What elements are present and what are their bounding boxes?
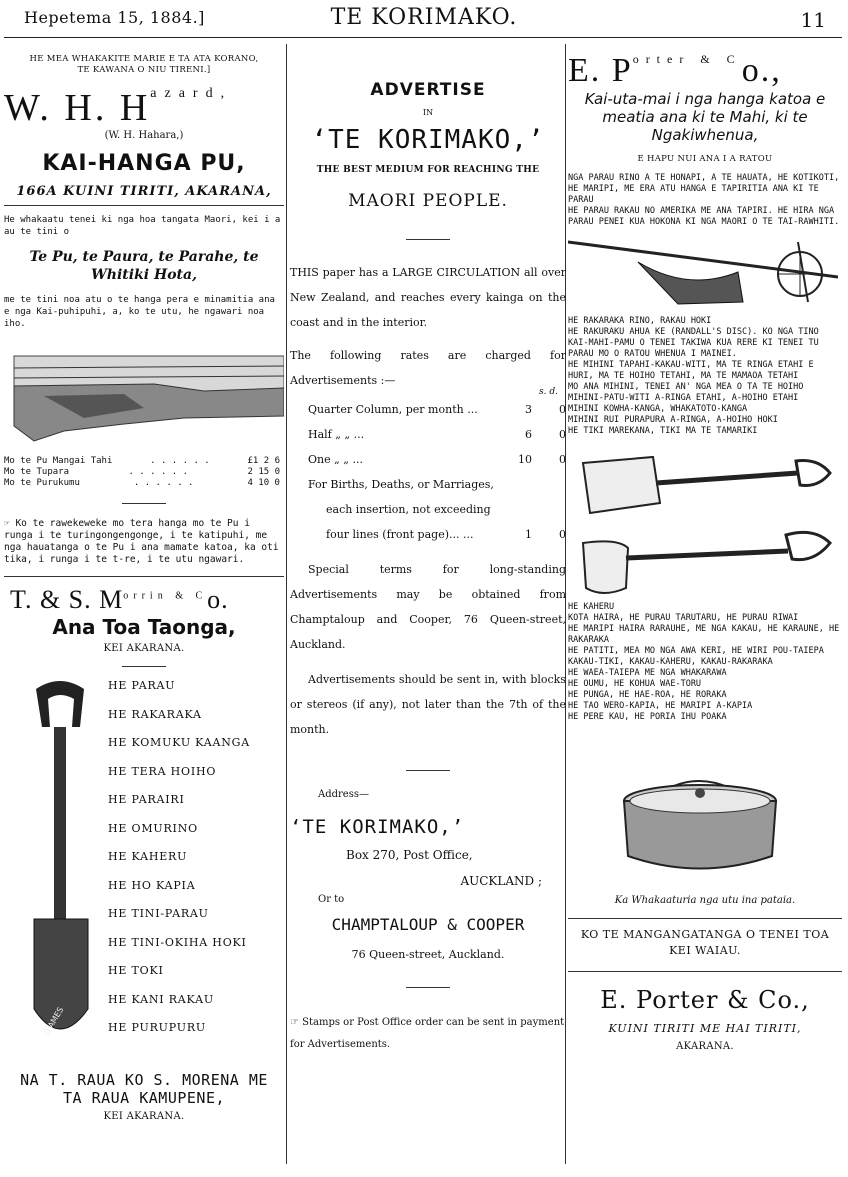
circulation-text: THIS paper has a LARGE CIRCULATION all over New Zealand, and reaches every kainga on the coast and in the interior. [290, 266, 566, 329]
list-item: HE PATITI, MEA MO NGA AWA KERI, HE WIRI POU-TAIEPA [568, 646, 824, 656]
desc-text: me te tini noa atu o te hanga pera e minamitia ana e nga Kai-puhipuhi, a, ko te utu, he ngawari noa iho. [4, 295, 275, 329]
or-to: Or to [318, 894, 345, 905]
paper-name: ‘TE KORIMAKO,’ [311, 125, 545, 155]
cooking-pot-illustration [568, 731, 838, 891]
list-item: HE KAHERU [108, 850, 188, 863]
best-medium: THE BEST MEDIUM FOR REACHING THE [316, 165, 540, 175]
porter-footer-city: AKARANA. [676, 1041, 734, 1052]
list-item: HE MARIPI HAIRA RARAUHE, ME NGA KAKAU, HE KARAUNE, HE RAKARAKA [568, 624, 840, 645]
sd-header: s. d. [539, 387, 558, 397]
hazard-address: 166A KUINI TIRITI, AKARANA, [16, 184, 272, 199]
list-item: HE MIHINI TAPAHI-KAKAU-WITI, MA TE RINGA ETAHI E HURI, MA TE HOIHO TETAHI, MA TE MAMAOA TETAHI [568, 360, 814, 381]
header-rule [4, 37, 842, 38]
column-left [4, 44, 284, 1122]
address-box: Box 270, Post Office, [346, 848, 473, 862]
list-item: HE KOMUKU KAANGA [108, 736, 251, 749]
spade-brand: O.AMES [41, 1005, 66, 1037]
morrin-footer-location: KEI AKARANA. [103, 1111, 185, 1122]
notice-line: TE KAWANA O NIU TIRENI.] [77, 65, 211, 75]
tools-list [568, 602, 842, 723]
address-city: AUCKLAND ; [460, 874, 542, 888]
special-terms: Special terms for long-standing Advertisements may be obtained from Champtaloup and Cooper, 76 Queen-street, Auckland. [290, 563, 566, 651]
plough-illustration [568, 232, 838, 312]
rate-row: Half „ „ ... 6 0 [308, 428, 566, 441]
spade-illustration [14, 679, 104, 1059]
goods-list [108, 679, 250, 1050]
intro-text: He whakaatu tenei ki nga hoa tangata Maori, kei i a au te tini o [4, 215, 281, 237]
in-word: IN [422, 108, 434, 117]
births-line: each insertion, not exceeding [326, 503, 491, 516]
list-item: HE KAHERU [568, 602, 615, 612]
shop-heading: Ana Toa Taonga, [52, 615, 236, 639]
address-paper: ‘TE KORIMAKO,’ [290, 816, 465, 838]
porter-name: E. $P^{orter \& C}o$., [568, 52, 782, 89]
notice-line: HE MEA WHAKAKITE MARIE E TA ATA KORANO, [29, 54, 259, 64]
list-item: HE RAKARAKA RINO, RAKAU HOKI [568, 316, 712, 326]
column-right [568, 44, 842, 1052]
masthead-title: TE KORIMAKO. [330, 5, 518, 30]
list-item: HE WAEA-TAIEPA ME NGA WHAKARAWA [568, 668, 727, 678]
hazard-name: W. H. $H^{azard,}$ [4, 86, 233, 129]
list-item: HE HO KAPIA [108, 878, 196, 892]
morrin-footer-line: NA T. RAUA KO S. MORENA ME [20, 1071, 268, 1089]
list-item: HE PARAU RAKAU NO AMERIKA ME ANA TAPIRI. HE HIRA NGA PARAU PENEI KUA HOKONA KI NGA MAORI O TE TAI-RAWHITI. [568, 206, 840, 227]
rates-intro: The following rates are charged for Advertisements :— [290, 349, 566, 387]
hapu-line: E HAPU NUI ANA I A RATOU [637, 154, 773, 164]
champtaloup-cooper: CHAMPTALOUP & COOPER [331, 915, 525, 934]
list-item: HE OMURINO [108, 821, 198, 835]
list-item: HE PARAU [108, 679, 176, 692]
list-item: MIHINI RUI PURAPURA A-RINGA, A-HOIHO HOKI [568, 415, 778, 425]
address-label: Address— [318, 789, 369, 800]
list-item: MIHINI-PATU-WITI A-RINGA ETAHI, A-HOIHO ETAHI [568, 393, 799, 403]
porter-tagline: Kai-uta-mai i nga hanga katoa e meatia ana ki te Mahi, ki te Ngakiwhenua, [584, 90, 826, 144]
morrin-goods [4, 679, 284, 1059]
issue-date: Hepetema 15, 1884.] [24, 8, 205, 27]
list-item: HE TAO WERO-KAPIA, HE MARIPI A-KAPIA [568, 701, 753, 711]
goods-heading: Te Pu, te Paura, te Parahe, te Whitiki Hota, [29, 249, 259, 283]
list-item: HE RAKARAKA [108, 707, 202, 721]
pot-caption: Ka Whakaaturia nga utu ina pataia. [614, 895, 796, 906]
list-item: HE RAKURAKU AHUA KE (RANDALL'S DISC). KO NGA TINO KAI-MAHI-PAMU O TENEI TAKIWA KUA RERE KI TENEI TU PARAU MO O RATOU WHENUA I MAINEI. [568, 327, 819, 359]
list-item: HE PURUPURU [108, 1021, 206, 1034]
queen-street: 76 Queen-street, Auckland. [351, 948, 505, 961]
trade-heading: KAI-HANGA PU, [42, 151, 246, 176]
list-item: HE TERA HOIHO [108, 764, 217, 778]
list-item: NGA PARAU RINO A TE HONAPI, A TE HAUATA, HE KOTIKOTI, HE MARIPI, ME ERA ATU HANGA E TAPIRITIA ANA KI TE PARAU [568, 173, 840, 205]
price-list [4, 456, 284, 489]
list-item: MIHINI KOWHA-KANGA, WHAKATOTO-KANGA [568, 404, 748, 414]
list-item: HE TINI-PARAU [108, 907, 209, 920]
stamps-note: ☞ Stamps or Post Office order can be sent in payment for Advertisements. [290, 1017, 565, 1050]
page-header [0, 0, 848, 40]
rates-table [290, 397, 566, 547]
waiau-notice: KO TE MANGANGATANGA O TENEI TOA KEI WAIAU. [580, 928, 830, 957]
list-item: HE PERE KAU, HE PORIA IHU POAKA [568, 712, 727, 722]
list-item: HE PARAIRI [108, 793, 185, 806]
send-instructions: Advertisements should be sent in, with blocks or stereos (if any), not later than the 7th of the month. [290, 673, 566, 736]
shotgun-illustration [4, 346, 284, 456]
list-item: HE TINI-OKIHA HOKI [108, 935, 247, 949]
births-line: four lines (front page)... ... 1 0 [326, 528, 566, 541]
column-middle [290, 44, 566, 1056]
page-number: 11 [800, 8, 826, 32]
list-item: KAKAU-TIKI, KAKAU-KAHERU, KAKAU-RAKARAKA [568, 657, 773, 667]
births-line: For Births, Deaths, or Marriages, [308, 478, 494, 491]
hazard-maori-name: (W. H. Hahara,) [104, 130, 184, 141]
porter-footer-address: KUINI TIRITI ME HAI TIRITI, [608, 1022, 802, 1035]
list-item: HE TIKI MAREKANA, TIKI MA TE TAMARIKI [568, 426, 758, 436]
porter-footer-name: E. Porter & Co., [600, 986, 810, 1014]
repair-note: ☞ Ko te rawekeweke mo tera hanga mo te Pu i runga i te turingongengonge, i te katipuhi, me nga hauatanga o te Pu i ana mamate katoa, ka oti tika, i runga i te t-re, i te utu ngawari. [4, 518, 279, 565]
morrin-footer-line: TA RAUA KAMUPENE, [62, 1089, 226, 1107]
rate-row: Quarter Column, per month ... 3 0 [308, 403, 566, 416]
list-item: KOTA HAIRA, HE PURAU TARUTARU, HE PURAU RIWAI [568, 613, 799, 623]
morrin-location: KEI AKARANA. [103, 643, 185, 654]
list-item: HE TOKI [108, 964, 164, 977]
list-item: MO ANA MIHINI, TENEI AN' NGA MEA O TA TE HOIHO [568, 382, 804, 392]
morrin-name: T. & S. $M^{orrin \& C}o$. [10, 585, 229, 614]
list-item: HE PUNGA, HE HAE-ROA, HE RORAKA [568, 690, 727, 700]
price-row: Mo te Pu Mangai Tahi . . . . . . £1 2 6 [4, 456, 280, 466]
list-item: HE OUMU, HE KOHUA WAE-TORU [568, 679, 702, 689]
price-row: Mo te Purukumu . . . . . . 4 10 0 [4, 478, 280, 488]
machinery-list [568, 316, 842, 437]
maori-people: MAORI PEOPLE. [348, 191, 508, 211]
rate-row: One „ „ ... 10 0 [308, 453, 566, 466]
shovels-illustration [568, 443, 838, 598]
column-divider [286, 44, 287, 1164]
plough-list [568, 173, 842, 228]
price-row: Mo te Tupara . . . . . . 2 15 0 [4, 467, 280, 477]
advertise-heading: ADVERTISE [370, 80, 486, 100]
list-item: HE KANI RAKAU [108, 992, 214, 1006]
